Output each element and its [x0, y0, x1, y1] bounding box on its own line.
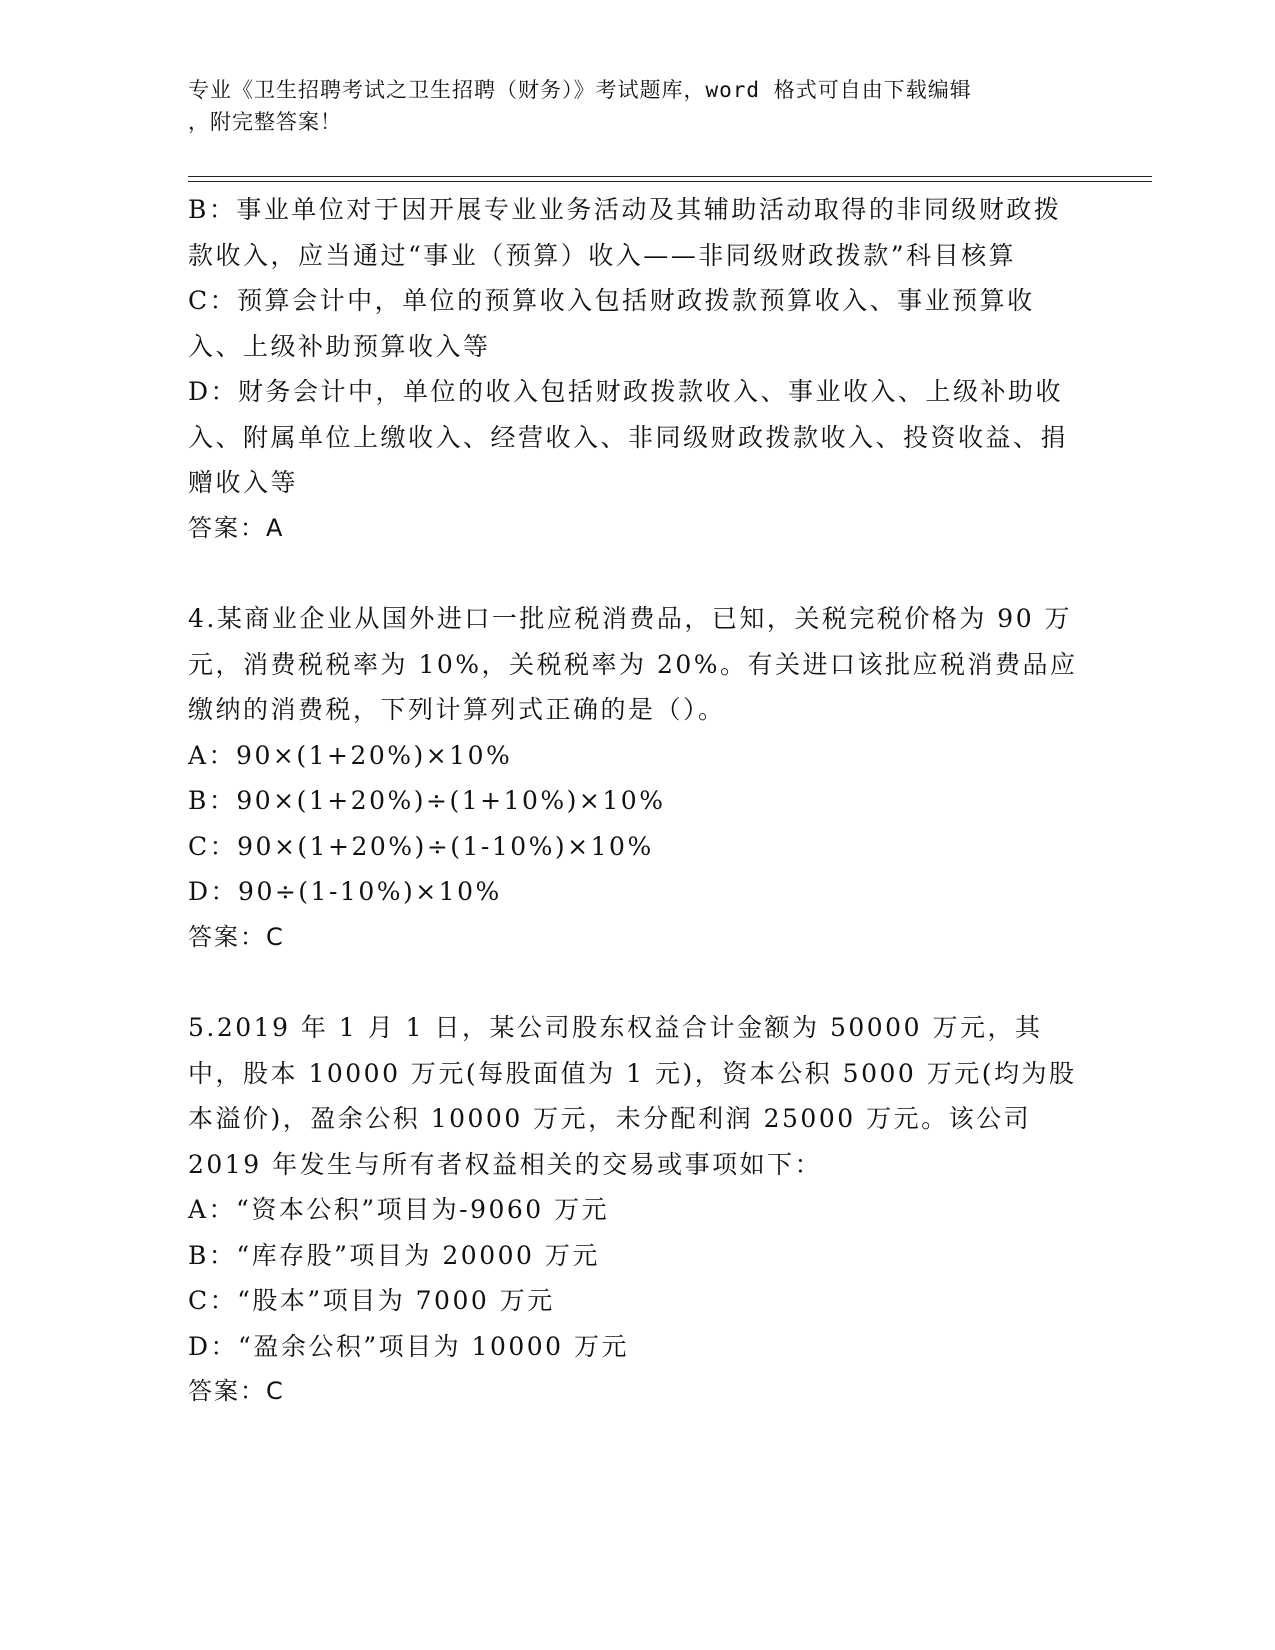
q5-option-a: A：“资本公积”项目为-9060 万元: [188, 1195, 610, 1224]
header-divider-bottom: [188, 181, 1152, 182]
q4-option-b: B：90×(1+20%)÷(1+10%)×10%: [188, 786, 666, 815]
question-3-continued: [188, 187, 1078, 551]
document-header: [188, 74, 1068, 138]
q4-option-c: C：90×(1+20%)÷(1-10%)×10%: [188, 831, 654, 861]
q3-option-c: C：预算会计中，单位的预算收入包括财政拨款预算收入、事业预算收入、上级补助预算收入等: [188, 286, 1035, 361]
header-divider-top: [188, 176, 1152, 177]
q5-stem: 5.2019 年 1 月 1 日，某公司股东权益合计金额为 50000 万元，其中，股本 10000 万元(每股面值为 1 元)，资本公积 5000 万元(均为股本溢价)，盈余公积 10000 万元，未分配利润 25000 万元。该公司 2019 年发生与所有者权益相关的交易或事项如下：: [188, 1013, 1077, 1179]
q5-option-b: B：“库存股”项目为 20000 万元: [188, 1240, 600, 1270]
spacer: [188, 551, 1078, 596]
header-line-1: 专业《卫生招聘考试之卫生招聘（财务）》考试题库，word 格式可自由下载编辑: [188, 78, 972, 102]
spacer: [188, 960, 1078, 1005]
q5-option-c: C：“股本”项目为 7000 万元: [188, 1286, 555, 1315]
q3-option-d: D：财务会计中，单位的收入包括财政拨款收入、事业收入、上级补助收入、附属单位上缴收入、经营收入、非同级财政拨款收入、投资收益、捐赠收入等: [188, 377, 1069, 497]
q4-answer: 答案：C: [188, 922, 285, 951]
q3-option-b: B：事业单位对于因开展专业业务活动及其辅助活动取得的非同级财政拨款收入，应当通过“事业（预算）收入——非同级财政拨款”科目核算: [188, 195, 1062, 270]
q3-answer: 答案：A: [188, 513, 285, 542]
q4-stem: 4.某商业企业从国外进口一批应税消费品，已知，关税完税价格为 90 万元，消费税税率为 10%，关税税率为 20%。有关进口该批应税消费品应缴纳的消费税，下列计算列式正确的是（）。: [188, 604, 1078, 724]
q5-option-d: D：“盈余公积”项目为 10000 万元: [188, 1331, 630, 1361]
question-4: [188, 596, 1078, 960]
q4-option-a: A：90×(1+20%)×10%: [188, 740, 513, 770]
question-5: [188, 1005, 1078, 1415]
q4-option-d: D：90÷(1-10%)×10%: [188, 877, 502, 906]
document-body: [188, 187, 1078, 1415]
q5-answer: 答案：C: [188, 1377, 285, 1405]
header-line-2: ，附完整答案！: [188, 110, 342, 134]
